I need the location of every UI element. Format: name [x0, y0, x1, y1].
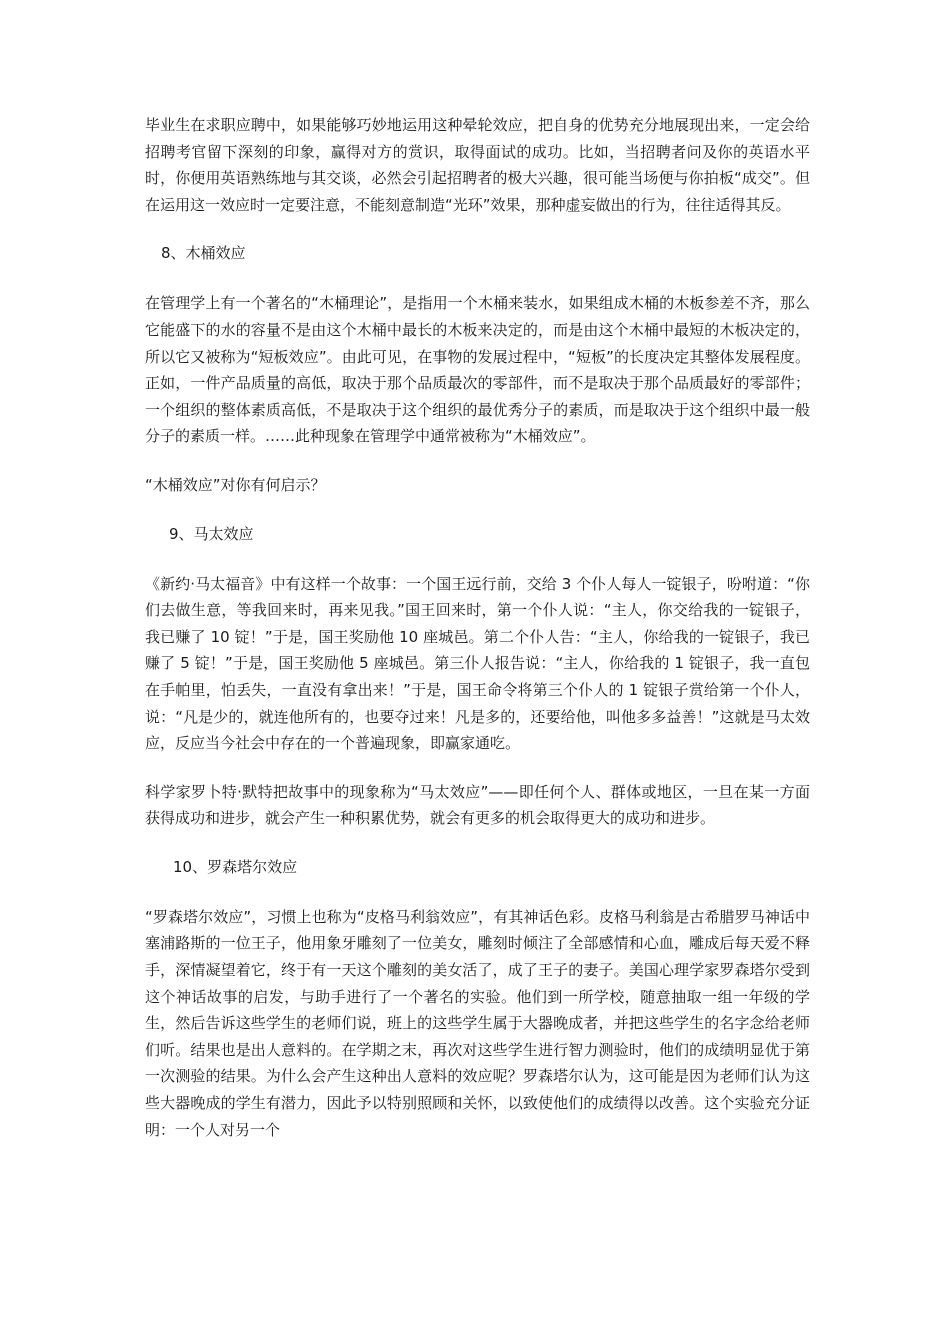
paragraph-matthew-story: 《新约·马太福音》中有这样一个故事：一个国王远行前，交给 3 个仆人每人一锭银子，吩咐道：“你们去做生意，等我回来时，再来见我。”国王回来时，第一个仆人说：“主人，你交给我的一锭银子，我已赚了 10 锭！”于是，国王奖励他 10 座城邑。第二个仆人告：“主人，你给我的一锭银子，我已赚了 5 锭！”于是，国王奖励他 5 座城邑。第三仆人报告说：“主人，你给我的 1 锭银子，我一直包在手帕里，怕丢失，一直没有拿出来！”于是，国王命令将第三个仆人的 1 锭银子赏给第一个仆人，说：“凡是少的，就连他所有的，也要夺过来！凡是多的，还要给他，叫他多多益善！”这就是马太效应，反应当今社会中存在的一个普遍现象，即赢家通吃。: [145, 574, 810, 753]
paragraph-barrel-effect: 在管理学上有一个著名的“木桶理论”，是指用一个木桶来装水，如果组成木桶的木板参差不齐，那么它能盛下的水的容量不是由这个木桶中最长的木板来决定的，而是由这个木桶中最短的木板决定的，所以它又被称为“短板效应”。由此可见，在事物的发展过程中，“短板”的长度决定其整体发展程度。正如，一件产品质量的高低，取决于那个品质最次的零部件，而不是取决于那个品质最好的零部件；一个组织的整体素质高低，不是取决于这个组织的最优秀分子的素质，而是取决于这个组织中最一般分子的素质一样。……此种现象在管理学中通常被称为“木桶效应”。: [145, 294, 810, 446]
paragraph-barrel-question: “木桶效应”对你有何启示？: [145, 475, 326, 494]
paragraph-rosenthal-effect: “罗森塔尔效应”，习惯上也称为“皮格马利翁效应”，有其神话色彩。皮格马利翁是古希腊罗马神话中塞浦路斯的一位王子，他用象牙雕刻了一位美女，雕刻时倾注了全部感情和心血，雕成后每天爱不释手，深情凝望着它，终于有一天这个雕刻的美女活了，成了王子的妻子。美国心理学家罗森塔尔受到这个神话故事的启发，与助手进行了一个著名的实验。他们到一所学校，随意抽取一组一年级的学生，然后告诉这些学生的老师们说，班上的这些学生属于大器晚成者，并把这些学生的名字念给老师们听。结果也是出人意料的。在学期之末，再次对这些学生进行智力测验时，他们的成绩明显优于第一次测验的结果。为什么会产生这种出人意料的效应呢？罗森塔尔认为，这可能是因为老师们认为这些大器晚成的学生有潜力，因此予以特别照顾和关怀，以致使他们的成绩得以改善。这个实验充分证明：一个人对另一个: [145, 907, 810, 1139]
paragraph-halo-effect: 毕业生在求职应聘中，如果能够巧妙地运用这种晕轮效应，把自身的优势充分地展现出来，一定会给招聘考官留下深刻的印象，赢得对方的赏识，取得面试的成功。比如，当招聘者问及你的英语水平时，你便用英语熟练地与其交谈，必然会引起招聘者的极大兴趣，很可能当场便与你拍板“成交”。但在运用这一效应时一定要注意，不能刻意制造“光环”效果，那种虚妄做出的行为，往往适得其反。: [145, 116, 810, 214]
paragraph-merton: 科学家罗卜特·默特把故事中的现象称为“马太效应”——即任何个人、群体或地区，一旦在某一方面获得成功和进步，就会产生一种积累优势，就会有更多的机会取得更大的成功和进步。: [145, 782, 810, 828]
heading-barrel-effect: 8、木桶效应: [161, 244, 246, 263]
heading-rosenthal-effect: 10、罗森塔尔效应: [173, 857, 298, 876]
heading-matthew-effect: 9、马太效应: [169, 524, 254, 543]
